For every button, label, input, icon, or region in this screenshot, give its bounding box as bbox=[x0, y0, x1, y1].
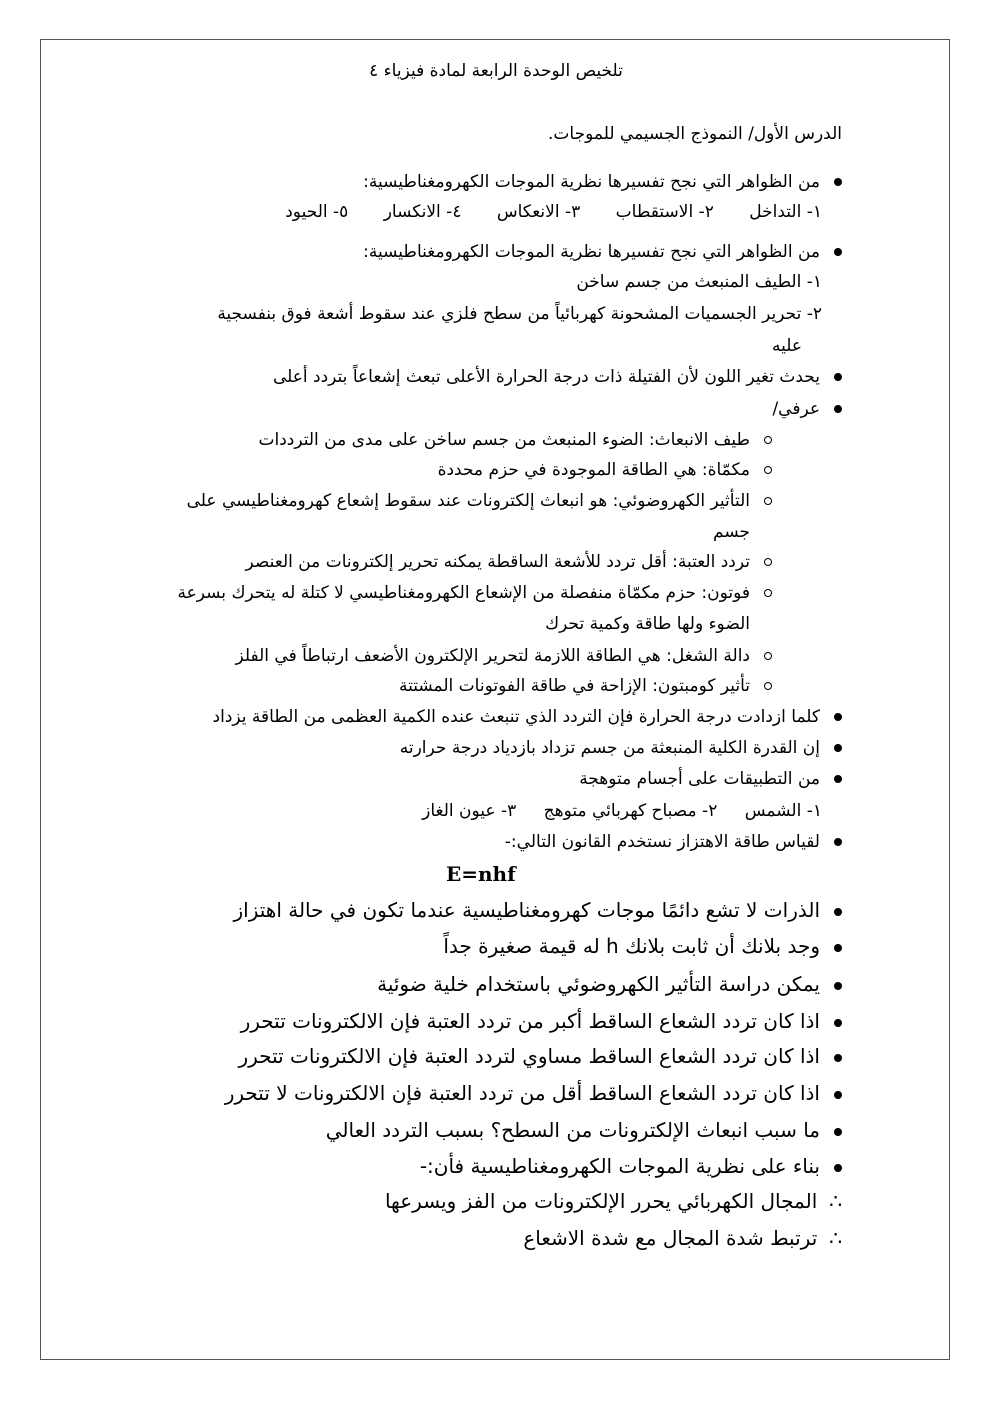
application-1: ١- الشمس bbox=[744, 801, 822, 821]
circle-bullet bbox=[764, 436, 772, 444]
bullet-dot bbox=[834, 775, 842, 783]
therefore-icon: ∴ bbox=[829, 1226, 842, 1250]
definition-photoelectric-cont: جسم bbox=[713, 522, 750, 542]
phenomenon-4: ٤- الانكسار bbox=[383, 202, 462, 222]
energy-equation: E=nhf bbox=[446, 862, 516, 886]
phenomena-2-item-2-cont: عليه bbox=[771, 336, 802, 356]
lesson-heading: الدرس الأول/ النموذج الجسيمي للموجات. bbox=[548, 124, 842, 144]
bullet-dot bbox=[834, 373, 842, 381]
bullet-dot bbox=[834, 908, 842, 916]
fact-total-power: إن القدرة الكلية المنبعثة من جسم تزداد بازدياد درجة حرارته bbox=[400, 737, 842, 759]
application-2: ٢- مصباح كهربائي متوهج bbox=[543, 801, 718, 821]
point-freq-equal: اذا كان تردد الشعاع الساقط مساوي لتردد العتبة فإن الالكترونات تتحرر bbox=[238, 1043, 842, 1069]
bullet-dot bbox=[834, 178, 842, 186]
phenomenon-3: ٣- الانعكاس bbox=[496, 202, 581, 222]
point-planck-constant: وجد بلانك أن ثابت بلانك h له قيمة صغيرة جداً bbox=[443, 933, 842, 959]
circle-bullet bbox=[764, 466, 772, 474]
circle-bullet bbox=[764, 558, 772, 566]
point-wave-theory: بناء على نظرية الموجات الكهرومغناطيسية فأن:- bbox=[420, 1153, 842, 1179]
bullet-dot bbox=[834, 1054, 842, 1062]
definition-photoelectric: التأثير الكهروضوئي: هو انبعاث إلكترونات عند سقوط إشعاع كهرومغناطيسي على bbox=[187, 490, 772, 512]
point-freq-greater: اذا كان تردد الشعاع الساقط أكبر من تردد العتبة فإن الالكترونات تتحرر bbox=[241, 1008, 842, 1034]
point-emission-cause: ما سبب انبعاث الإلكترونات من السطح؟ بسبب التردد العالي bbox=[326, 1117, 842, 1143]
bullet-color-change: يحدث تغير اللون لأن الفتيلة ذات درجة الحرارة الأعلى تبعث إشعاعاً بتردد أعلى bbox=[273, 366, 842, 388]
bullet-phenomena-1: من الظواهر التي نجح تفسيرها نظرية الموجات الكهرومغناطيسية: bbox=[363, 171, 842, 193]
phenomenon-5: ٥- الحيود bbox=[285, 202, 349, 222]
circle-bullet bbox=[764, 682, 772, 690]
applications-heading: من التطبيقات على أجسام متوهجة bbox=[579, 768, 842, 790]
page-title: تلخيص الوحدة الرابعة لمادة فيزياء ٤ bbox=[369, 61, 623, 81]
definition-emission-spectrum: طيف الانبعاث: الضوء المنبعث من جسم ساخن على مدى من الترددات bbox=[258, 429, 772, 451]
phenomenon-1: ١- التداخل bbox=[749, 202, 822, 222]
fact-temp-frequency: كلما ازدادت درجة الحرارة فإن التردد الذي تنبعث عنده الكمية العظمى من الطاقة يزداد bbox=[213, 706, 842, 728]
bullet-dot bbox=[834, 982, 842, 990]
consequence-intensity: ∴ترتبط شدة المجال مع شدة الاشعاع bbox=[523, 1226, 842, 1250]
definition-photon-cont: الضوء ولها طاقة وكمية تحرك bbox=[545, 614, 750, 634]
point-photocell: يمكن دراسة التأثير الكهروضوئي باستخدام خلية ضوئية bbox=[377, 971, 842, 997]
application-3: ٣- عيون الغاز bbox=[422, 801, 517, 821]
bullet-phenomena-2: من الظواهر التي نجح تفسيرها نظرية الموجات الكهرومغناطيسية: bbox=[363, 241, 842, 263]
bullet-dot bbox=[834, 248, 842, 256]
phenomena-list bbox=[285, 201, 822, 223]
energy-law-line: لقياس طاقة الاهتزاز نستخدم القانون التالي:- bbox=[505, 831, 842, 853]
definition-threshold: تردد العتبة: أقل تردد للأشعة الساقطة يمكنه تحرير إلكترونات من العنصر bbox=[245, 551, 772, 573]
applications-list bbox=[422, 800, 822, 822]
bullet-dot bbox=[834, 1128, 842, 1136]
definition-quantized: مكمّاة: هي الطاقة الموجودة في حزم محددة bbox=[438, 459, 772, 481]
bullet-dot bbox=[834, 744, 842, 752]
definition-work-function: دالة الشغل: هي الطاقة اللازمة لتحرير الإلكترون الأضعف ارتباطاً في الفلز bbox=[236, 645, 772, 667]
point-freq-less: اذا كان تردد الشعاع الساقط أقل من تردد العتبة فإن الالكترونات لا تتحرر bbox=[225, 1080, 842, 1106]
definition-photon: فوتون: حزم مكمّاة منفصلة من الإشعاع الكهرومغناطيسي لا كتلة له يتحرك بسرعة bbox=[178, 582, 773, 604]
bullet-dot bbox=[834, 1164, 842, 1172]
circle-bullet bbox=[764, 652, 772, 660]
definition-compton: تأثير كومبتون: الإزاحة في طاقة الفوتونات المشتتة bbox=[399, 675, 772, 697]
phenomena-2-item-1: ١- الطيف المنبعث من جسم ساخن bbox=[576, 272, 822, 292]
phenomena-2-item-2: ٢- تحرير الجسميات المشحونة كهربائياً من سطح فلزي عند سقوط أشعة فوق بنفسجية bbox=[217, 304, 822, 324]
bullet-dot bbox=[834, 1019, 842, 1027]
bullet-dot bbox=[834, 713, 842, 721]
phenomenon-2: ٢- الاستقطاب bbox=[615, 202, 714, 222]
definitions-heading: عرفي/ bbox=[772, 398, 842, 420]
bullet-dot bbox=[834, 838, 842, 846]
circle-bullet bbox=[764, 589, 772, 597]
point-atoms-radiation: الذرات لا تشع دائمًا موجات كهرومغناطيسية عندما تكون في حالة اهتزاز bbox=[233, 897, 842, 923]
bullet-dot bbox=[834, 944, 842, 952]
circle-bullet bbox=[764, 497, 772, 505]
bullet-dot bbox=[834, 405, 842, 413]
therefore-icon: ∴ bbox=[829, 1189, 842, 1213]
bullet-dot bbox=[834, 1091, 842, 1099]
consequence-electric-field: ∴المجال الكهربائي يحرر الإلكترونات من الفز ويسرعها bbox=[384, 1189, 842, 1213]
